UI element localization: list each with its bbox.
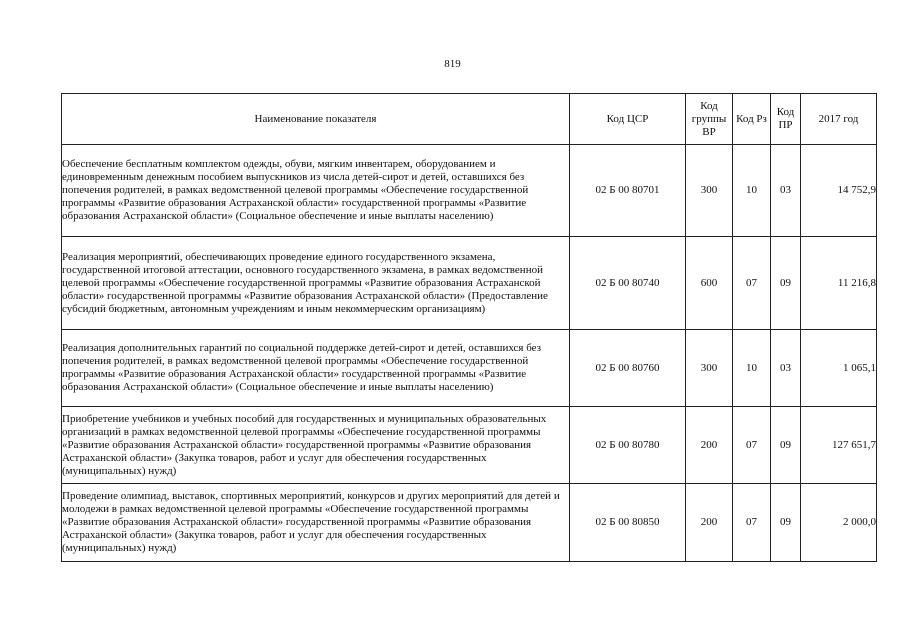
header-rz-code: Код Рз (733, 94, 771, 145)
row-name: Реализация дополнительных гарантий по социальной поддержке детей-сирот и детей, оставшихся без попечения родителей, в рамках ведомственной целевой программы «Обеспечение государственной программы «Развитие образования Астраханской области» государственной программы «Развитие образования Астраханской области» (Социальное обеспечение и иные выплаты населению) (62, 330, 570, 407)
row-vr-code: 200 (686, 407, 733, 484)
header-pr-code: Код ПР (771, 94, 801, 145)
table-header-row (62, 94, 877, 145)
row-rz-code: 10 (733, 145, 771, 237)
row-name: Обеспечение бесплатным комплектом одежды, обуви, мягким инвентарем, оборудованием и единовременным денежным пособием выпускников из числа детей-сирот и детей, оставшихся без попечения родителей, в рамках ведомственной целевой программы «Обеспечение государственной программы «Развитие образования Астраханской области» государственной программы «Развитие образования Астраханской области» (Социальное обеспечение и иные выплаты населению) (62, 145, 570, 237)
row-pr-code: 03 (771, 145, 801, 237)
row-amount: 11 216,8 (801, 237, 877, 330)
row-rz-code: 07 (733, 237, 771, 330)
header-csr-code: Код ЦСР (570, 94, 686, 145)
page-number: 819 (444, 58, 461, 70)
row-amount: 14 752,9 (801, 145, 877, 237)
row-amount: 127 651,7 (801, 407, 877, 484)
row-amount: 1 065,1 (801, 330, 877, 407)
row-pr-code: 09 (771, 484, 801, 562)
row-name: Проведение олимпиад, выставок, спортивных мероприятий, конкурсов и других мероприятий для детей и молодежи в рамках ведомственной целевой программы «Обеспечение государственной программы «Развитие образования Астраханской области» государственной программы «Развитие образования Астраханской области» (Закупка товаров, работ и услуг для обеспечения государственных (муниципальных) нужд) (62, 484, 570, 562)
header-vr-code: Код группы ВР (686, 94, 733, 145)
header-name: Наименование показателя (62, 94, 570, 145)
row-vr-code: 300 (686, 330, 733, 407)
row-csr-code: 02 Б 00 80701 (570, 145, 686, 237)
table-row (62, 237, 877, 330)
table-row (62, 484, 877, 562)
budget-table (61, 93, 877, 562)
row-csr-code: 02 Б 00 80740 (570, 237, 686, 330)
row-vr-code: 200 (686, 484, 733, 562)
row-pr-code: 09 (771, 407, 801, 484)
row-rz-code: 07 (733, 407, 771, 484)
row-pr-code: 03 (771, 330, 801, 407)
row-csr-code: 02 Б 00 80760 (570, 330, 686, 407)
row-name: Приобретение учебников и учебных пособий для государственных и муниципальных образовательных организаций в рамках ведомственной целевой программы «Обеспечение государственной программы «Развитие образования Астраханской области» государственной программы «Развитие образования Астраханской области» (Закупка товаров, работ и услуг для обеспечения государственных (муниципальных) нужд) (62, 407, 570, 484)
table-row (62, 330, 877, 407)
header-year: 2017 год (801, 94, 877, 145)
table-row (62, 145, 877, 237)
row-pr-code: 09 (771, 237, 801, 330)
row-name: Реализация мероприятий, обеспечивающих проведение единого государственного экзамена, государственной итоговой аттестации, основного государственного экзамена, в рамках ведомственной целевой программы «Обеспечение государственной программы «Развитие образования Астраханской области» государственной программы «Развитие образования Астраханской области» (Предоставление субсидий бюджетным, автономным учреждениям и иным некоммерческим организациям) (62, 237, 570, 330)
row-vr-code: 600 (686, 237, 733, 330)
row-amount: 2 000,0 (801, 484, 877, 562)
row-csr-code: 02 Б 00 80780 (570, 407, 686, 484)
table-row (62, 407, 877, 484)
row-vr-code: 300 (686, 145, 733, 237)
row-rz-code: 07 (733, 484, 771, 562)
row-rz-code: 10 (733, 330, 771, 407)
row-csr-code: 02 Б 00 80850 (570, 484, 686, 562)
